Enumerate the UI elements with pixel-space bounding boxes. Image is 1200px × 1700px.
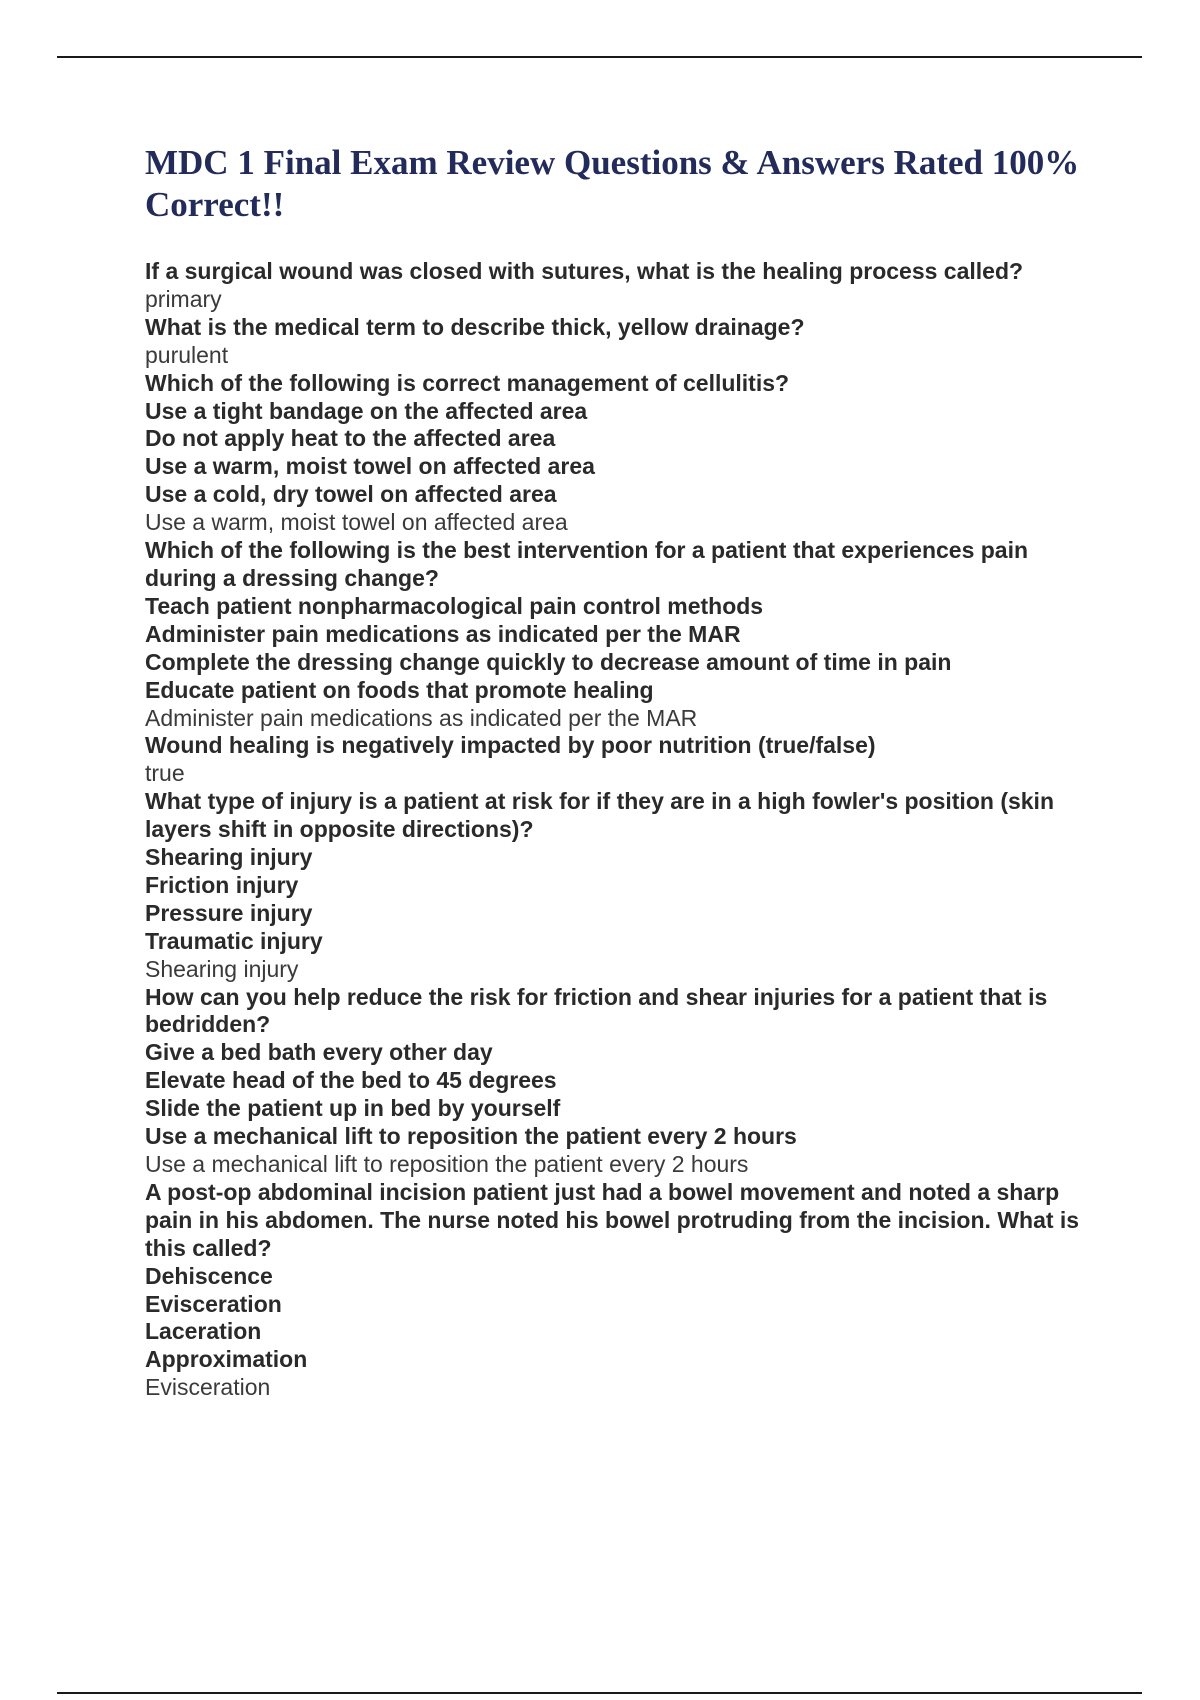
question-text: Which of the following is correct management of cellulitis?	[145, 369, 790, 396]
answer-option: Give a bed bath every other day	[145, 1039, 493, 1066]
question-text: If a surgical wound was closed with sutures, what is the healing process called?	[145, 258, 1024, 284]
answer-option: Teach patient nonpharmacological pain control methods	[145, 592, 764, 619]
answer-option: Evisceration	[145, 1290, 282, 1317]
answer-option: Traumatic injury	[145, 927, 323, 954]
answer-text: primary	[145, 285, 222, 312]
answer-text: true	[145, 760, 185, 787]
answer-option: Dehiscence	[145, 1262, 273, 1289]
answer-option: Use a warm, moist towel on affected area	[145, 453, 595, 480]
question-text: Wound healing is negatively impacted by poor nutrition (true/false)	[145, 732, 876, 759]
answer-text: purulent	[145, 341, 229, 368]
document-title: MDC 1 Final Exam Review Questions & Answers Rated 100% Correct!!	[145, 143, 1080, 224]
question-text: What type of injury is a patient at risk for if they are in a high fowler's position (skin layers shift in opposite directions)?	[145, 788, 1061, 843]
answer-text: Use a mechanical lift to reposition the patient every 2 hours	[145, 1151, 749, 1177]
question-text: A post-op abdominal incision patient just had a bowel movement and noted a sharp pain in his abdomen. The nurse noted his bowel protruding from the incision. What is this called?	[145, 1178, 1086, 1261]
answer-text: Evisceration	[145, 1374, 271, 1401]
answer-text: Administer pain medications as indicated per the MAR	[145, 704, 698, 731]
answer-option: Educate patient on foods that promote healing	[145, 676, 654, 703]
answer-option: Pressure injury	[145, 899, 313, 926]
answer-option: Use a cold, dry towel on affected area	[145, 481, 557, 508]
answer-option: Friction injury	[145, 871, 299, 898]
question-text: What is the medical term to describe thick, yellow drainage?	[145, 313, 805, 340]
question-text: How can you help reduce the risk for friction and shear injuries for a patient that is bedridden?	[145, 983, 1054, 1038]
answer-option: Complete the dressing change quickly to decrease amount of time in pain	[145, 648, 952, 675]
answer-option: Approximation	[145, 1346, 308, 1373]
question-text: Which of the following is the best intervention for a patient that experiences pain during a dressing change?	[145, 537, 1035, 591]
answer-option: Do not apply heat to the affected area	[145, 425, 556, 452]
answer-option: Use a tight bandage on the affected area	[145, 397, 588, 424]
answer-text: Shearing injury	[145, 955, 299, 982]
answer-option: Slide the patient up in bed by yourself	[145, 1095, 561, 1122]
answer-option: Elevate head of the bed to 45 degrees	[145, 1067, 557, 1094]
footer-rule	[57, 1692, 1142, 1694]
header-rule	[57, 56, 1142, 58]
answer-option: Use a mechanical lift to reposition the patient every 2 hours	[145, 1123, 797, 1150]
answer-option: Administer pain medications as indicated per the MAR	[145, 620, 741, 647]
answer-option: Shearing injury	[145, 844, 313, 871]
answer-text: Use a warm, moist towel on affected area	[145, 509, 568, 536]
answer-option: Laceration	[145, 1318, 262, 1345]
qa-list	[145, 258, 1085, 1402]
